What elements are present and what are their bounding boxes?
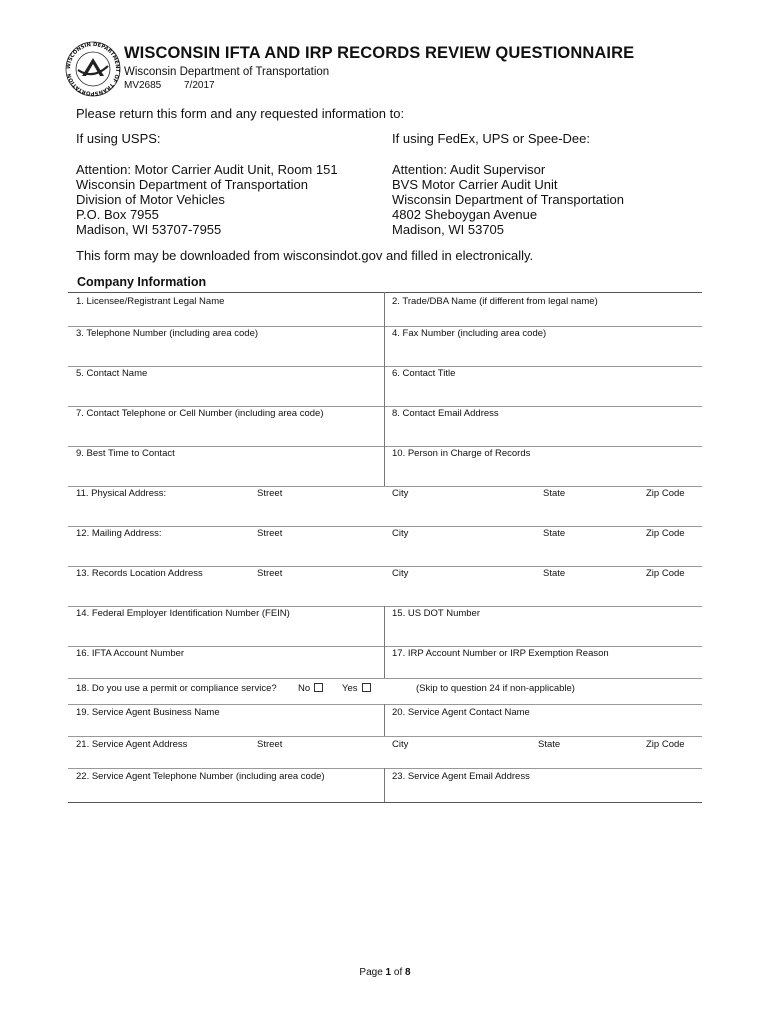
city-label: City: [392, 528, 409, 539]
state-label: State: [543, 568, 566, 579]
option-yes-label: Yes: [342, 683, 358, 694]
street-label: Street: [257, 739, 283, 750]
field-fein[interactable]: 14. Federal Employer Identification Number (FEIN): [76, 608, 290, 619]
field-usdot[interactable]: 15. US DOT Number: [392, 608, 480, 619]
usps-heading: If using USPS:: [76, 131, 161, 146]
usps-address-line: P.O. Box 7955: [76, 207, 159, 222]
zip-label: Zip Code: [646, 739, 685, 750]
field-irp-account[interactable]: 17. IRP Account Number or IRP Exemption Reason: [392, 648, 609, 659]
checkbox-yes[interactable]: [362, 683, 371, 692]
field-legal-name[interactable]: 1. Licensee/Registrant Legal Name: [76, 296, 225, 307]
form-rule: [68, 406, 702, 407]
form-rule: [68, 326, 702, 327]
field-best-time[interactable]: 9. Best Time to Contact: [76, 448, 175, 459]
field-contact-email[interactable]: 8. Contact Email Address: [392, 408, 499, 419]
zip-label: Zip Code: [646, 568, 685, 579]
field-contact-phone[interactable]: 7. Contact Telephone or Cell Number (including area code): [76, 408, 324, 419]
form-rule: [68, 736, 702, 737]
field-ifta-account[interactable]: 16. IFTA Account Number: [76, 648, 185, 659]
usps-address-line: Madison, WI 53707-7955: [76, 222, 222, 237]
usps-address-line: Attention: Motor Carrier Audit Unit, Room 151: [76, 162, 338, 177]
field-contact-title[interactable]: 6. Contact Title: [392, 368, 456, 379]
usps-address-line: Wisconsin Department of Transportation: [76, 177, 308, 192]
form-rule: [68, 768, 702, 769]
courier-address-line: 4802 Sheboygan Avenue: [392, 207, 538, 222]
field-telephone[interactable]: 3. Telephone Number (including area code): [76, 328, 259, 339]
courier-address-line: Wisconsin Department of Transportation: [392, 192, 624, 207]
wisdot-seal-logo: [64, 40, 122, 98]
option-no-label: No: [298, 683, 311, 694]
courier-address: [392, 162, 624, 237]
field-contact-name[interactable]: 5. Contact Name: [76, 368, 148, 379]
zip-label: Zip Code: [646, 488, 685, 499]
city-label: City: [392, 739, 409, 750]
return-instructions: Please return this form and any requested information to:: [76, 106, 405, 121]
usps-address-line: Division of Motor Vehicles: [76, 192, 225, 207]
column-divider: [384, 704, 385, 736]
city-label: City: [392, 568, 409, 579]
department-name: Wisconsin Department of Transportation: [124, 66, 330, 78]
form-rule: [68, 526, 702, 527]
form-rule: [68, 606, 702, 607]
street-label: Street: [257, 568, 283, 579]
field-agent-contact[interactable]: 20. Service Agent Contact Name: [392, 707, 530, 718]
field-mailing-address[interactable]: 12. Mailing Address:: [76, 528, 162, 539]
company-info-heading: Company Information: [77, 275, 207, 289]
field-records-location[interactable]: 13. Records Location Address: [76, 568, 203, 579]
column-divider: [384, 292, 385, 486]
field-physical-address[interactable]: 11. Physical Address:: [76, 488, 167, 499]
state-label: State: [538, 739, 561, 750]
field-agent-phone[interactable]: 22. Service Agent Telephone Number (including area code): [76, 771, 325, 782]
courier-address-line: Madison, WI 53705: [392, 222, 505, 237]
form-rule: [68, 566, 702, 567]
form-rule: [68, 292, 702, 293]
field-agent-business[interactable]: 19. Service Agent Business Name: [76, 707, 220, 718]
question-permit-service: 18. Do you use a permit or compliance service?: [76, 683, 277, 694]
download-note: This form may be downloaded from wisconsindot.gov and filled in electronically.: [76, 248, 534, 263]
form-rule: [68, 486, 702, 487]
svg-text:WISCONSIN DEPARTMENT OF TRANSP: WISCONSIN DEPARTMENT OF TRANSPORTATION: [65, 41, 121, 97]
column-divider: [384, 606, 385, 678]
form-rule: [68, 678, 702, 679]
field-trade-name[interactable]: 2. Trade/DBA Name (if different from legal name): [392, 296, 598, 307]
form-rule: [68, 366, 702, 367]
option-no[interactable]: [298, 683, 323, 694]
street-label: Street: [257, 488, 283, 499]
form-number: MV2685: [124, 80, 162, 91]
courier-heading: If using FedEx, UPS or Spee-Dee:: [392, 131, 590, 146]
form-rule: [68, 704, 702, 705]
page-indicator: [0, 967, 770, 978]
usps-address: [76, 162, 338, 237]
city-label: City: [392, 488, 409, 499]
state-label: State: [543, 528, 566, 539]
field-records-person[interactable]: 10. Person in Charge of Records: [392, 448, 531, 459]
page-number: 1: [385, 967, 392, 978]
form-date: 7/2017: [184, 80, 215, 91]
field-fax[interactable]: 4. Fax Number (including area code): [392, 328, 547, 339]
page-label: Page: [359, 967, 383, 978]
checkbox-no[interactable]: [314, 683, 323, 692]
form-rule: [68, 646, 702, 647]
column-divider: [384, 768, 385, 802]
form-rule: [68, 802, 702, 803]
of-label: of: [393, 967, 403, 978]
form-rule: [68, 446, 702, 447]
field-agent-address[interactable]: 21. Service Agent Address: [76, 739, 188, 750]
state-label: State: [543, 488, 566, 499]
option-yes[interactable]: [342, 683, 371, 694]
skip-note: (Skip to question 24 if non-applicable): [416, 683, 575, 694]
courier-address-line: Attention: Audit Supervisor: [392, 162, 546, 177]
page-title: WISCONSIN IFTA AND IRP RECORDS REVIEW QUESTIONNAIRE: [124, 44, 635, 62]
courier-address-line: BVS Motor Carrier Audit Unit: [392, 177, 558, 192]
field-agent-email[interactable]: 23. Service Agent Email Address: [392, 771, 530, 782]
page-total: 8: [405, 967, 411, 978]
street-label: Street: [257, 528, 283, 539]
zip-label: Zip Code: [646, 528, 685, 539]
